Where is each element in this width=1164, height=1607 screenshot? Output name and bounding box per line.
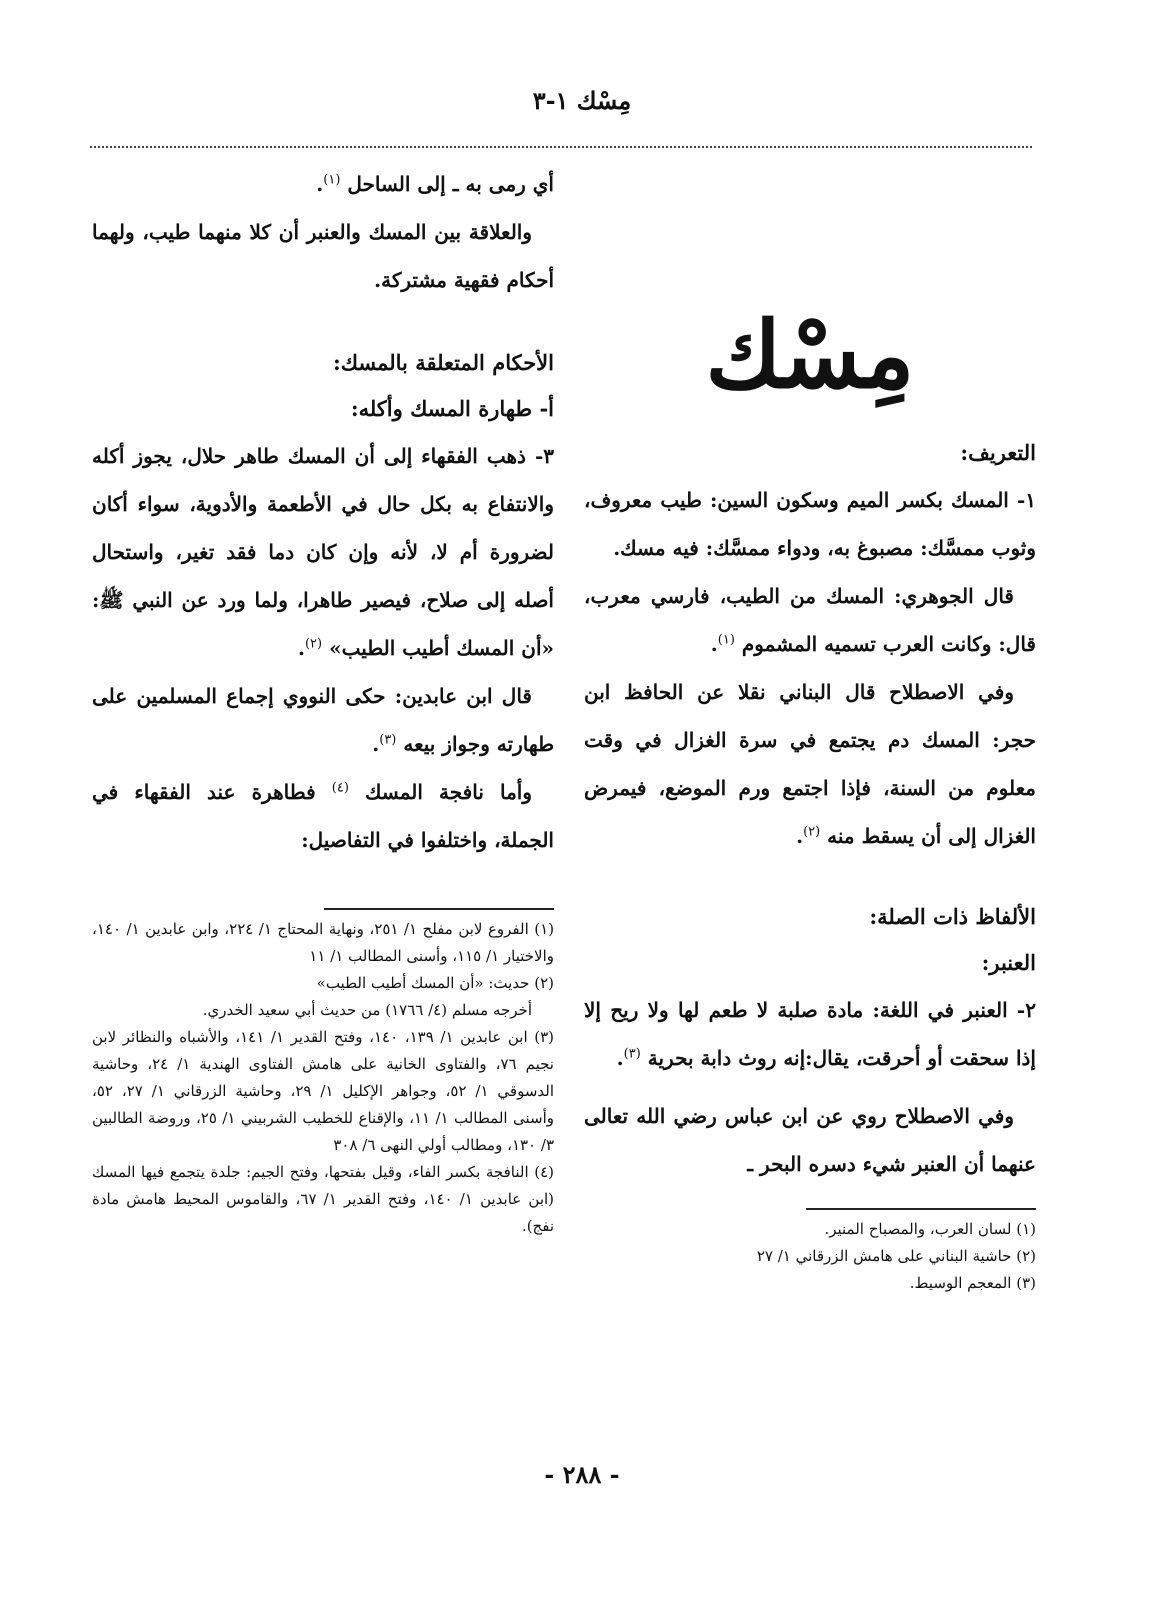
- footnote: (٣) المعجم الوسيط.: [909, 1274, 1036, 1292]
- heading-definition: التعريف:: [960, 440, 1036, 465]
- footnote-detail: أخرجه مسلم (٤/ ١٧٦٦) من حديث أبي سعيد الخدري.: [202, 1001, 532, 1019]
- footnotes-right: [584, 1216, 1036, 1297]
- paragraph-text: ٢- العنبر في اللغة: مادة صلبة لا طعم لها ولا ريح إلا إذا سحقت أو أحرقت، يقال:إنه روث دابة بحرية: [584, 998, 1036, 1070]
- page-number: - ٢٨٨ -: [544, 1460, 620, 1489]
- paragraph-jawhari: قال الجوهري: المسك من الطيب، فارسي معرب، قال: وكانت العرب تسميه المشموم $^{(١)}$.: [584, 584, 1036, 656]
- heading-related-terms: الألفاظ ذات الصلة:: [869, 904, 1036, 929]
- right-column: [584, 160, 1036, 1297]
- paragraph-ambar-lugha: ٢- العنبر في اللغة: مادة صلبة لا طعم لها ولا ريح إلا إذا سحقت أو أحرقت، يقال:إنه روث دابة بحرية $^{(٣)}$.: [584, 998, 1036, 1070]
- paragraph-nafija: [92, 768, 554, 864]
- left-column: [92, 160, 554, 1240]
- header-divider: [90, 146, 1032, 148]
- footnote-ref: (٢): [304, 636, 323, 652]
- footnote-ref: (٣): [623, 1046, 641, 1062]
- paragraph-sahil: أي رمى به ـ إلى الساحل $^{(١)}$.: [316, 172, 554, 196]
- footnote-ref: (٤): [331, 780, 349, 796]
- heading-purity: أ- طهارة المسك وأكله:: [350, 396, 554, 421]
- paragraph-text: وفي الاصطلاح قال البناني نقلا عن الحافظ ابن حجر: المسك دم يجتمع في سرة الغزال في وقت معلوم من السنة، فإذا اجتمع ورم الموضع، فيمرض الغزال إلى أن يسقط منه: [584, 680, 1036, 848]
- footnote: (٣) ابن عابدين ١/ ١٣٩، ١٤٠، وفتح القدير ١/ ١٤١، والأشباه والنظائر لابن نجيم ٧٦، والفتاوى الخانية على هامش الفتاوى الهندية ١/ ٢٤، وحاشية الدسوقي ١/ ٥٢، وجواهر الإكليل ١/ ٢٩، وحاشية الزرقاني ١/ ٢٧، ٥٢، وأسنى المطالب ١/ ١١، والإقناع للخطيب الشربيني ١/ ٢٥، وروضة الطالبين ٣/ ١٣٠، ومطالب أولي النهى ٦/ ٣٠٨: [92, 1028, 555, 1154]
- footnote-ref: (٢): [803, 824, 821, 840]
- paragraph-text: فطاهرة عند الفقهاء في الجملة، واختلفوا في التفاصيل:: [92, 780, 554, 852]
- footnote-divider: [806, 1208, 1036, 1210]
- heading-ambar: العنبر:: [981, 950, 1036, 975]
- footnote: (٢) حاشية البناني على هامش الزرقاني ١/ ٢٧: [756, 1247, 1036, 1265]
- entry-title: مِسْك: [705, 301, 915, 409]
- running-head: مِسْك ١-٣: [532, 86, 632, 115]
- footnote: (٤) النافجة بكسر الفاء، وقيل بفتحها، وفتح الجيم: جلدة يتجمع فيها المسك (ابن عابدين ١/ ١٤٠، وفتح القدير ١/ ٦٧، والقاموس المحيط هامش مادة نفج).: [92, 1163, 555, 1235]
- paragraph-text: قال ابن عابدين: حكى النووي إجماع المسلمين على طهارته وجواز بيعه: [92, 684, 554, 756]
- paragraph-text: وأما نافجة المسك: [365, 780, 532, 804]
- paragraph-text: قال الجوهري: المسك من الطيب، فارسي معرب، قال: وكانت العرب تسميه المشموم: [584, 584, 1036, 656]
- footnote-ref: (١): [323, 172, 341, 188]
- paragraph-purity: ٣- ذهب الفقهاء إلى أن المسك طاهر حلال، يجوز أكله والانتفاع به بكل حال في الأطعمة والأدوية، سواء أكان لضرورة أم لا، لأنه وإن كان دما فقد تغير، واستحال أصله إلى صلاح، فيصير طاهرا، ولما ورد عن النبي ﷺ: «أن المسك أطيب الطيب» $^{(٢)}$.: [92, 444, 554, 660]
- paragraph-ibn-abidin: قال ابن عابدين: حكى النووي إجماع المسلمين على طهارته وجواز بيعه $^{(٣)}$.: [92, 684, 554, 756]
- footnote: (١) لسان العرب، والمصباح المنير.: [824, 1220, 1036, 1238]
- footnotes-left: [92, 916, 554, 1240]
- footnote: (١) الفروع لابن مفلح ١/ ٢٥١، ونهاية المحتاج ١/ ٢٢٤، وابن عابدين ١/ ١٤٠، والاختيار ١/ ١١٥، وأسنى المطالب ١/ ١١: [92, 920, 555, 965]
- paragraph-text: أي رمى به ـ إلى الساحل: [347, 172, 554, 196]
- paragraph-text: ٣- ذهب الفقهاء إلى أن المسك طاهر حلال، يجوز أكله والانتفاع به بكل حال في الأطعمة والأدوية، سواء أكان لضرورة أم لا، لأنه وإن كان دما فقد تغير، واستحال أصله إلى صلاح، فيصير طاهرا، ولما ورد عن النبي ﷺ: «أن المسك أطيب الطيب»: [92, 444, 554, 660]
- footnote-ref: (١): [717, 632, 735, 648]
- paragraph-istilah: وفي الاصطلاح قال البناني نقلا عن الحافظ ابن حجر: المسك دم يجتمع في سرة الغزال في وقت معلوم من السنة، فإذا اجتمع ورم الموضع، فيمرض الغزال إلى أن يسقط منه $^{(٢)}$.: [584, 680, 1036, 848]
- paragraph-definition: ١- المسك بكسر الميم وسكون السين: طيب معروف، وثوب ممسَّك: مصبوغ به، ودواء ممسَّك: فيه مسك.: [584, 488, 1036, 560]
- paragraph-relation: والعلاقة بين المسك والعنبر أن كلا منهما طيب، ولهما أحكام فقهية مشتركة.: [92, 220, 554, 292]
- paragraph-ambar-istilah: وفي الاصطلاح روي عن ابن عباس رضي الله تعالى عنهما أن العنبر شيء دسره البحر ـ: [584, 1104, 1036, 1176]
- footnote-ref: (٣): [379, 732, 397, 748]
- heading-rulings: الأحكام المتعلقة بالمسك:: [332, 350, 554, 375]
- footnote: (٢) حديث: «أن المسك أطيب الطيب»: [316, 974, 554, 992]
- footnote-divider: [324, 908, 554, 910]
